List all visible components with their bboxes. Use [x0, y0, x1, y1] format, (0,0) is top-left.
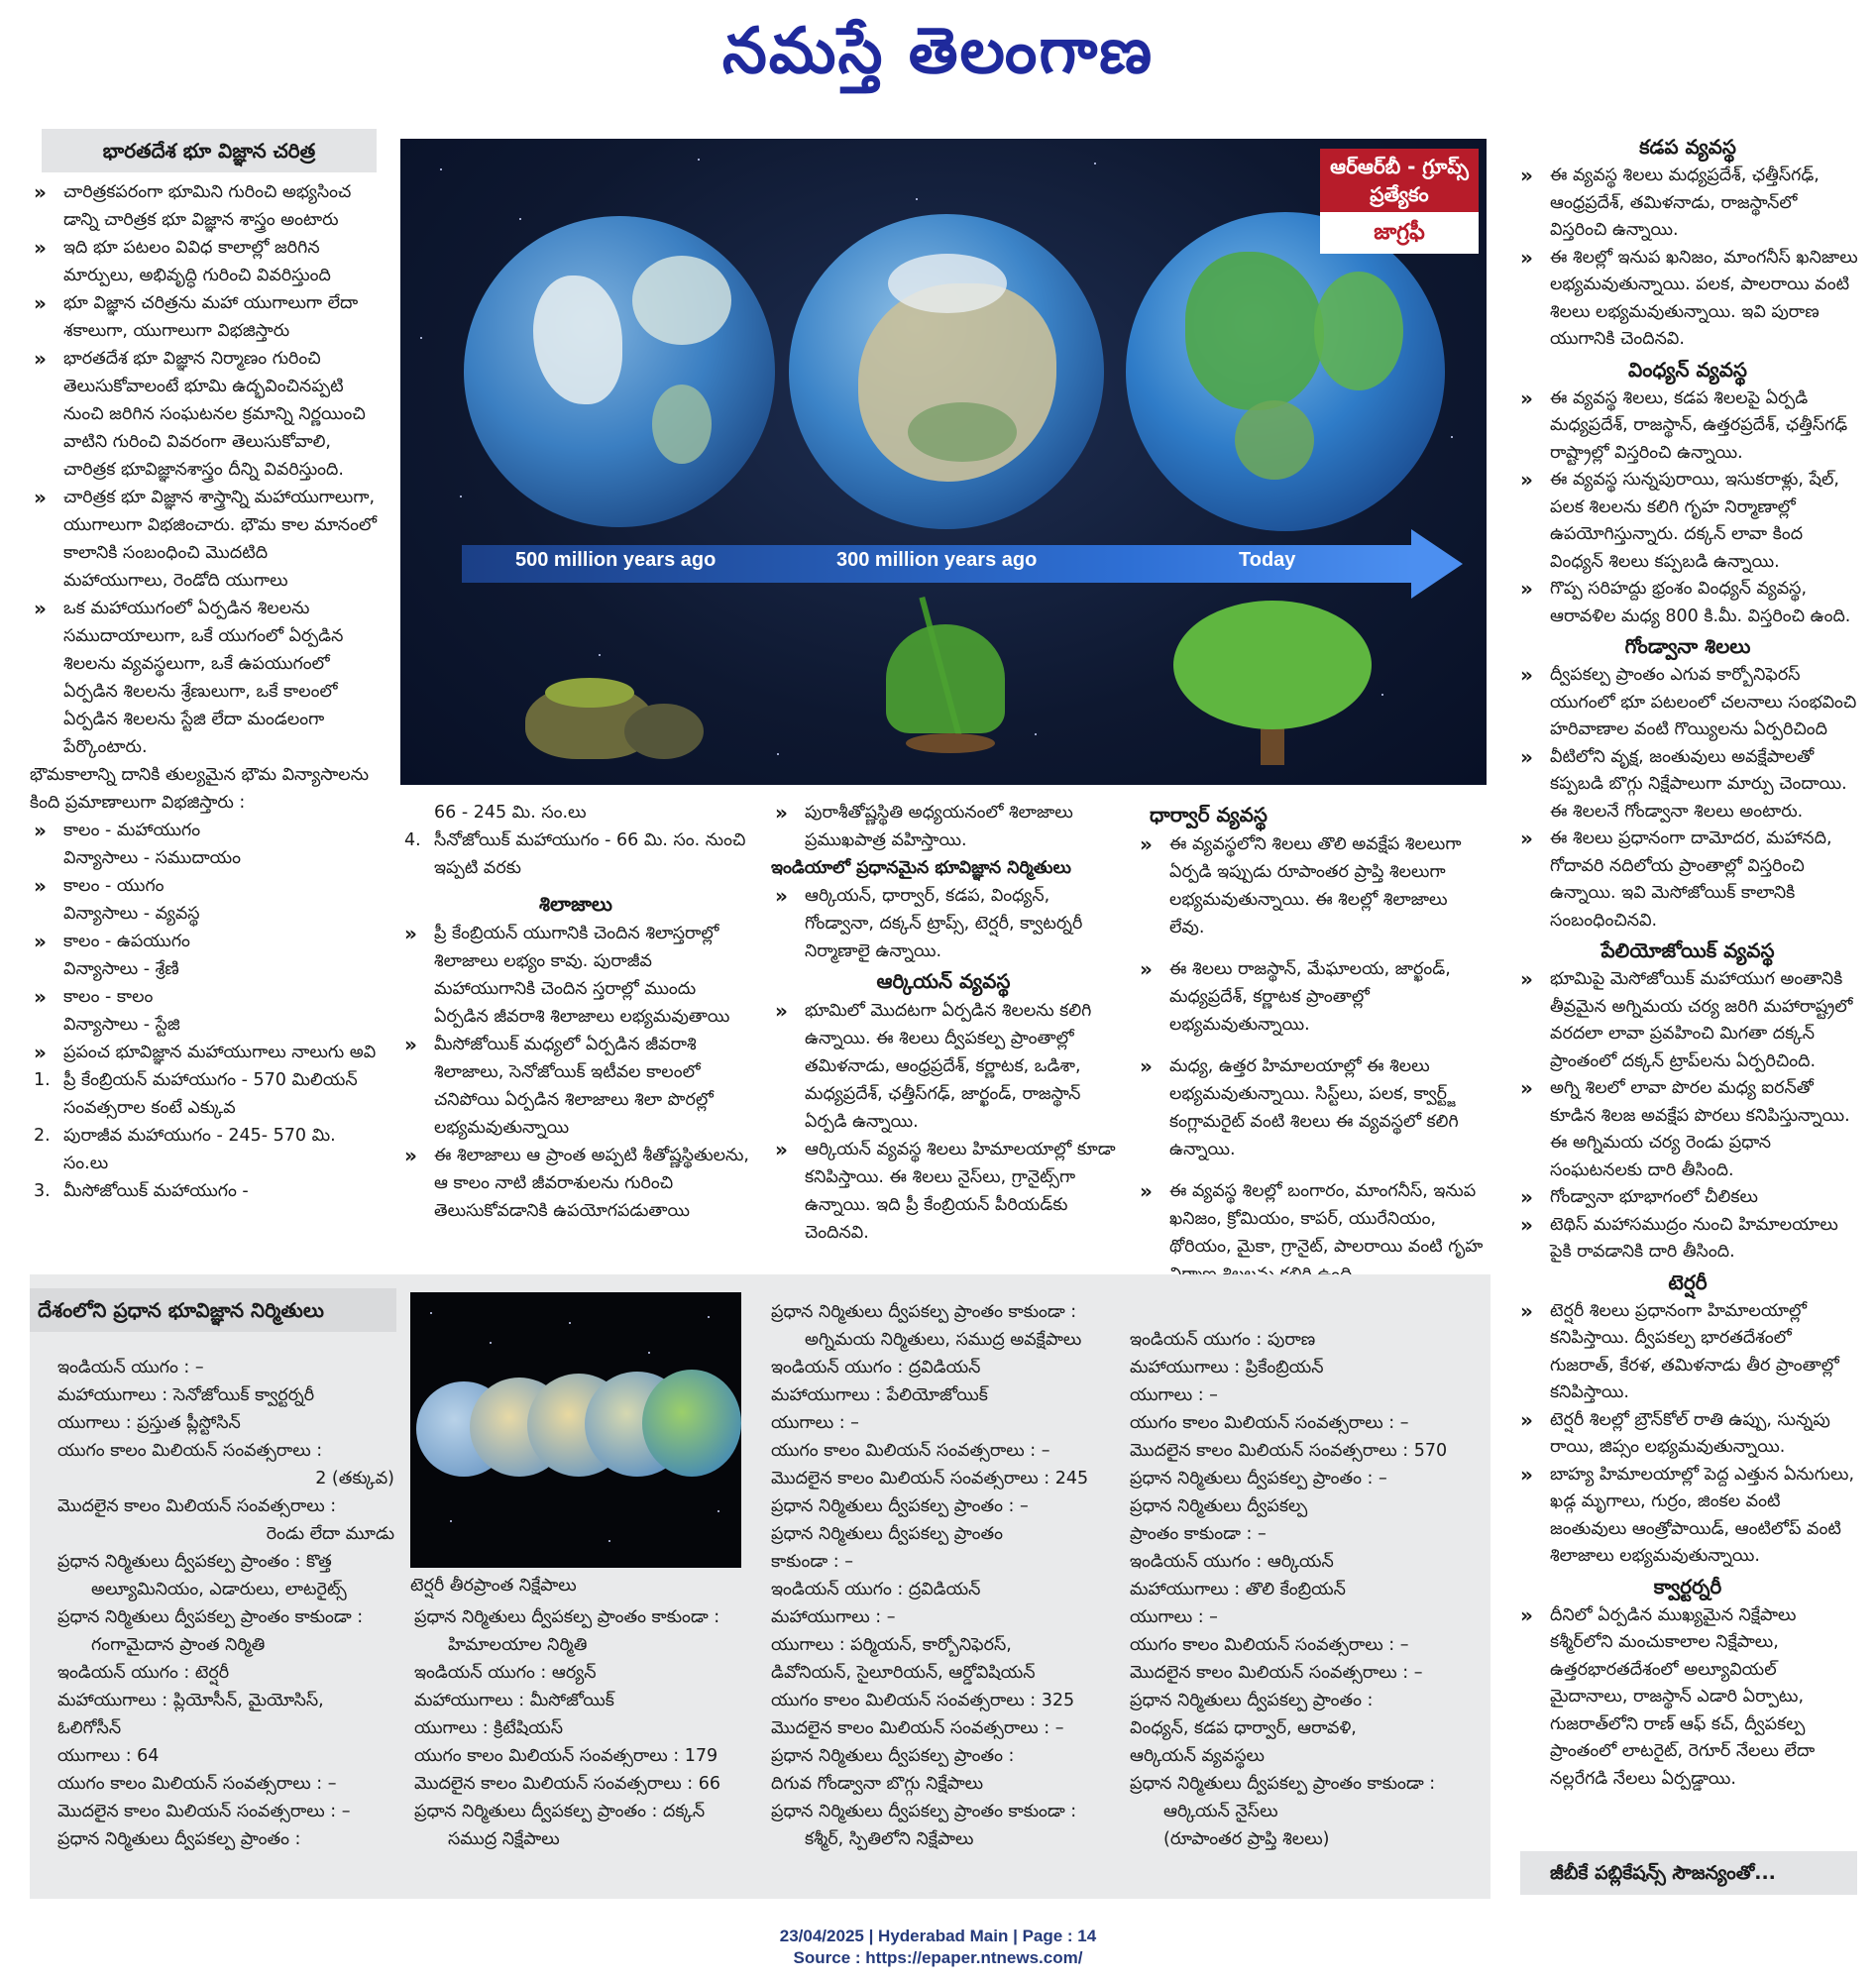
- section-title-tertiary: టెర్షరీ: [1668, 1269, 1708, 1294]
- formation-line: యుగం కాలం మిలియన్ సంవత్సరాలు : –: [1130, 1635, 1409, 1655]
- badge-rrb-groups: [1320, 149, 1479, 254]
- section-title-vindhyan: వింధ్యన్ వ్యవస్థ: [1628, 357, 1747, 382]
- footer-source-link[interactable]: Source : https://epaper.ntnews.com/: [793, 1948, 1083, 1967]
- bullet-item: » ఇది భూ పటలం వివిధ కాలాల్లో జరిగిన మార్పులు, అభివృద్ధి గురించి వివరిస్తుంది: [30, 234, 377, 289]
- formation-line: యుగాలు : పర్మియన్, కార్బోనిఫెరస్,: [771, 1635, 1012, 1655]
- planets-image: [410, 1292, 741, 1568]
- bullet-item: » టెర్షరీ శిలల్లో బ్రౌన్‌కోల్ రాతి ఉప్పు, సున్నపు రాయి, జిప్సం లభ్యమవుతున్నాయి.: [1516, 1407, 1859, 1462]
- section-title-archean: ఆర్కియన్ వ్యవస్థ: [876, 969, 1011, 993]
- bullet-item: » ఈ వ్యవస్థ సున్నపురాయి, ఇసుకరాళ్లు, షేల్, పలక శిలలను కలిగి గృహ నిర్మాణాల్లో ఉపయోగిస్తున్నారు. దక్కన్ లావా కింద వింధ్యన్ శిలలు కప్పబడి ఉన్నాయి.: [1516, 467, 1859, 576]
- column-history: [30, 129, 377, 1205]
- formation-line: ప్రధాన నిర్మితులు ద్వీపకల్ప ప్రాంతం : దక్కన్: [414, 1802, 706, 1821]
- section-title-gondwana: గోండ్వానా శిలలు: [1624, 634, 1751, 658]
- bullet-item: » చారిత్రకపరంగా భూమిని గురించి అభ్యసించ డాన్ని చారిత్రక భూ విజ్ఞాన శాస్త్రం అంటారు: [30, 178, 377, 234]
- formation-line: అల్యూమినియం, ఎడారులు, లాటరైట్స్: [91, 1580, 347, 1599]
- badge-geography: జాగ్రఫీ: [1320, 212, 1479, 254]
- formation-line: ప్రధాన నిర్మితులు ద్వీపకల్ప ప్రాంతం : –: [771, 1496, 1029, 1516]
- pair-b: విన్యాసాలు - సముదాయం: [63, 848, 242, 868]
- formation-line: మహాయుగాలు : పేలియోజోయిక్: [771, 1385, 988, 1405]
- formation-line: ప్రధాన నిర్మితులు ద్వీపకల్ప ప్రాంతం కాకుండా :: [1130, 1774, 1436, 1794]
- section-title-india-formations: ఇండియాలో ప్రధానమైన భూవిజ్ఞాన నిర్మితులు: [771, 858, 1071, 878]
- section-title-paleozoic: పేలియోజోయిక్ వ్యవస్థ: [1600, 938, 1775, 962]
- formation-line: మహాయుగాలు : –: [771, 1607, 896, 1627]
- formation-line: ఇండియన్ యుగం : ఆర్కియన్: [1130, 1552, 1334, 1572]
- tree-illustration: [1173, 601, 1372, 769]
- label-500mya: 500 million years ago: [515, 549, 717, 571]
- formation-line: ప్రధాన నిర్మితులు ద్వీపకల్ప ప్రాంతం కాకుండా :: [771, 1802, 1077, 1821]
- formation-line: దిగువ గోండ్వానా బొగ్గు నిక్షేపాలు: [771, 1774, 984, 1794]
- bullet-item: » ఈ శిలలు ప్రధానంగా దామోదర, మహానది, గోదావరి నదిలోయ ప్రాంతాల్లో విస్తరించి ఉన్నాయి. ఇవి మెసోజోయిక్ కాలానికి సంబంధించినవి.: [1516, 826, 1859, 935]
- section-title-dharwar: ధార్వార్ వ్యవస్థ: [1150, 803, 1268, 827]
- hero-image-earth-evolution: [400, 139, 1487, 785]
- courtesy-credit: జీబీకే పబ్లికేషన్స్ సౌజన్యంతో...: [1520, 1851, 1857, 1895]
- formation-line: ఇండియన్ యుగం : ద్రవిడియన్: [771, 1580, 981, 1599]
- formation-line: యుగాలు : ప్రస్తుత ప్లీస్టోసిన్: [57, 1413, 241, 1433]
- masthead-logo: నమస్తే తెలంగాణ: [721, 14, 1155, 88]
- era-item: 1. ప్రీ కేంబ్రియన్ మహాయుగం - 570 మిలియన్ సంవత్సరాల కంటే ఎక్కువ: [34, 1070, 358, 1118]
- formation-line: మహాయుగాలు : తొలి కేంబ్రియన్: [1130, 1580, 1346, 1599]
- fern-illustration: [856, 595, 1035, 763]
- bullet-item: » పురాశీతోష్ణస్థితి అధ్యయనంలో శిలాజాలు ప్రముఖపాత్ర వహిస్తాయి.: [771, 799, 1116, 854]
- formation-line: మొదలైన కాలం మిలియన్ సంవత్సరాలు : 570: [1130, 1441, 1448, 1461]
- bullet-item: » భూమిపై మెసోజోయిక్ మహాయుగ అంతానికి తీవ్రమైన అగ్నిమయ చర్య జరిగి మహారాష్ట్రలో వరదలా లావా ప్రవహించి మిగతా దక్కన్ ప్రాంతంలో దక్కన్ ట్రాప్‌లను ఏర్పరిచింది.: [1516, 966, 1859, 1075]
- formation-line: మొదలైన కాలం మిలియన్ సంవత్సరాలు : –: [57, 1802, 351, 1821]
- formation-line: యుగాలు : క్రిటేషియస్: [414, 1718, 564, 1738]
- bullet-item: » ఆర్కియన్ వ్యవస్థ శిలలు హిమాలయాల్లో కూడా కనిపిస్తాయి. ఈ శిలలు నైస్‌లు, గ్రానైట్స్‌గా ఉన్నాయి. ఇది ప్రీ కేంబ్రియన్ పీరియడ్‌కు చెందినవి.: [771, 1136, 1116, 1247]
- formation-line: డివోనియన్, సైలూరియన్, ఆర్డోవిషియన్: [771, 1663, 1036, 1683]
- formation-line: కశ్మీర్, స్పితిలోని నిక్షేపాలు: [805, 1829, 974, 1849]
- formation-line: (రూపాంతర ప్రాప్తి శిలలు): [1163, 1829, 1330, 1849]
- formation-line: ఆర్కియన్ వ్యవస్థలు: [1130, 1746, 1265, 1766]
- formation-line: మహాయుగాలు : ప్లియోసీన్, మైయోసిస్,: [57, 1691, 324, 1710]
- bullet-item: » ఈ శిలల్లో ఇనుప ఖనిజం, మాంగనీస్ ఖనిజాలు లభ్యమవుతున్నాయి. పలక, పాలరాయి వంటి శిలలు లభ్యమవుతున్నాయి. ఇవి పురాణ యుగానికి చెందినవి.: [1516, 245, 1859, 354]
- world-eras-text: » ప్రపంచ భూవిజ్ఞాన మహాయుగాలు నాలుగు అవి: [30, 1039, 377, 1066]
- formation-line: ప్రధాన నిర్మితులు ద్వీపకల్ప ప్రాంతం కాకుండా :: [414, 1607, 720, 1627]
- pair-a: » కాలం - ఉపయుగం: [30, 928, 377, 955]
- formation-line: ఇండియన్ యుగం : ద్రవిడియన్: [771, 1358, 981, 1378]
- bullet-item: » ఈ శిలాజాలు ఆ ప్రాంత అప్పటి శీతోష్ణస్థితులను, ఆ కాలం నాటి జీవరాశులను గురించి తెలుసుకోవడానికి ఉపయోగపడుతాయి: [400, 1142, 751, 1225]
- bullet-item: » మధ్య, ఉత్తర హిమాలయాల్లో ఈ శిలలు లభ్యమవుతున్నాయి. సిస్ట్‌లు, పలక, క్వార్ట్జ్ కంగ్లామరైట్ వంటి శిలలు ఈ వ్యవస్థలో కలిగి ఉన్నాయి.: [1136, 1052, 1487, 1163]
- formation-line: ప్రధాన నిర్మితులు ద్వీపకల్ప ప్రాంతం :: [1130, 1691, 1374, 1710]
- formation-line: రెండు లేదా మూడు: [266, 1524, 394, 1544]
- formation-line: ప్రధాన నిర్మితులు ద్వీపకల్ప ప్రాంతం : కొత్త: [57, 1552, 332, 1572]
- formation-line: అగ్నిమయ నిర్మితులు, సముద్ర అవక్షేపాలు: [805, 1330, 1082, 1350]
- formation-line: ప్రధాన నిర్మితులు ద్వీపకల్ప ప్రాంతం :: [771, 1746, 1015, 1766]
- bullet-item: » గోండ్వానా భూభాగంలో చీలికలు: [1516, 1184, 1859, 1212]
- bullet-item: » భూ విజ్ఞాన చరిత్రను మహా యుగాలుగా లేదా శకాలుగా, యుగాలుగా విభజిస్తారు: [30, 289, 377, 345]
- bullet-item: » టెథిస్ మహాసముద్రం నుంచి హిమాలయాలు పైకి రావడానికి దారి తీసింది.: [1516, 1212, 1859, 1267]
- section-title-quaternary: క్వార్టర్నరీ: [1653, 1574, 1722, 1598]
- era-continuation: 66 - 245 మి. సం.లు: [434, 803, 587, 823]
- globe-300mya: [789, 214, 1104, 529]
- formation-line: ఇండియన్ యుగం : టెర్షరీ: [57, 1663, 230, 1683]
- formation-line: సముద్ర నిక్షేపాలు: [448, 1829, 560, 1849]
- pair-a: » కాలం - యుగం: [30, 872, 377, 900]
- formation-line: ప్రధాన నిర్మితులు ద్వీపకల్ప ప్రాంతం : –: [1130, 1469, 1387, 1488]
- formation-line: 2 (తక్కువ): [315, 1469, 394, 1488]
- formation-line: యుగం కాలం మిలియన్ సంవత్సరాలు : 179: [414, 1746, 718, 1766]
- moss-rock-illustration: [525, 664, 723, 763]
- column-systems: [1516, 131, 1859, 1793]
- formation-line: మొదలైన కాలం మిలియన్ సంవత్సరాలు : 66: [414, 1774, 720, 1794]
- section-title-country-formations: దేశంలోని ప్రధాన భూవిజ్ఞాన నిర్మితులు: [30, 1288, 396, 1332]
- formation-line: కాకుండా : –: [771, 1552, 853, 1572]
- formation-line: యుగాలు : –: [1130, 1385, 1218, 1405]
- intro-text: భౌమకాలాన్ని దానికి తుల్యమైన భౌమ విన్యాసాలను కింది ప్రమాణాలుగా విభజిస్తారు :: [30, 765, 370, 813]
- globe-today: [1126, 212, 1445, 531]
- pair-b: విన్యాసాలు - శ్రేణి: [63, 959, 179, 979]
- bullet-list-history: [30, 178, 377, 761]
- formations-col-c: [771, 1298, 1118, 1853]
- bullet-item: » ఈ శిలలు రాజస్థాన్, మేఘాలయ, జార్ఖండ్, మధ్యప్రదేశ్, కర్ణాటక ప్రాంతాల్లో లభ్యమవుతున్నాయి.: [1136, 955, 1487, 1039]
- era-item: 4. సీనోజోయిక్ మహాయుగం - 66 మి. సం. నుంచి ఇప్పటి వరకు: [404, 830, 746, 878]
- section-title-kadapa: కడప వ్యవస్థ: [1639, 135, 1736, 159]
- formation-line: వింధ్యన్, కడప ధార్వార్, ఆరావళి,: [1130, 1718, 1357, 1738]
- formation-line: యుగాలు : 64: [57, 1746, 160, 1766]
- pair-a: » కాలం - మహాయుగం: [30, 817, 377, 844]
- label-today: Today: [1239, 549, 1296, 571]
- globe-500mya: [464, 216, 775, 527]
- era-item: 2. పురాజీవ మహాయుగం - 245- 570 మి. సం.లు: [34, 1126, 336, 1173]
- formation-line: ప్రధాన నిర్మితులు ద్వీపకల్ప ప్రాంతం కాకుండా :: [771, 1302, 1077, 1322]
- column-fossils: [400, 799, 751, 1225]
- formation-line: గంగామైదాన ప్రాంత నిర్మితి: [91, 1635, 266, 1655]
- formation-line: యుగం కాలం మిలియన్ సంవత్సరాలు : 325: [771, 1691, 1075, 1710]
- formation-line: ప్రధాన నిర్మితులు ద్వీపకల్ప ప్రాంతం :: [57, 1829, 301, 1849]
- formation-line: ప్రాంతం కాకుండా : –: [1130, 1524, 1267, 1544]
- bullet-item: » ఈ వ్యవస్థ శిలల్లో బంగారం, మాంగనీస్, ఇనుప ఖనిజం, క్రోమియం, కాపర్, యురేనియం, థోరియం, మైకా, గ్రానైట్, పాలరాయి వంటి గృహ: [1136, 1177, 1487, 1288]
- bullet-item: » భూమిలో మొదటగా ఏర్పడిన శిలలను కలిగి ఉన్నాయి. ఈ శిలలు ద్వీపకల్ప ప్రాంతాల్లో తమిళనాడు, ఆంధ్రప్రదేశ్, కర్ణాటక, ఒడిశా, మధ్యప్రదేశ్, ఛత్తీస్‌గఢ్, జార్ఖండ్, రాజస్థాన్ ఏర్పడి ఉన్నాయి.: [771, 997, 1116, 1136]
- formation-line: మహాయుగాలు : సెనోజోయిక్ క్వార్టర్నరీ: [57, 1385, 315, 1405]
- formations-col-d: [1130, 1326, 1487, 1853]
- bullet-item: » ఒక మహాయుగంలో ఏర్పడిన శిలలను సముదాయాలుగా, ఒకే యుగంలో ఏర్పడిన శిలలను వ్యవస్థలుగా, ఒకే ఉపయుగంలో ఏర్పడిన శిలలను శ్రేణులుగా, ఒకే కాలంలో ఏర్పడిన శిలలను స్టేజి లేదా మండలంగా పేర్కొంటారు.: [30, 595, 377, 761]
- formation-line: యుగం కాలం మిలియన్ సంవత్సరాలు :: [57, 1441, 323, 1461]
- formation-line: ఆర్కియన్ నైస్‌లు: [1163, 1802, 1278, 1821]
- formation-line: మొదలైన కాలం మిలియన్ సంవత్సరాలు : –: [771, 1718, 1064, 1738]
- bullet-item: » ఆర్కియన్, ధార్వార్, కడప, వింధ్యన్, గోండ్వానా, దక్కన్ ట్రాప్స్, టెర్షరీ, క్వాటర్నరీ నిర్మాణాలై ఉన్నాయి.: [771, 882, 1116, 965]
- formation-line: యుగాలు : –: [771, 1413, 859, 1433]
- formation-line: మహాయుగాలు : మీసోజోయిక్: [414, 1691, 614, 1710]
- formations-col-a: [57, 1354, 394, 1853]
- column-archean: [771, 799, 1116, 1247]
- bullet-item: » బాహ్య హిమాలయాల్లో పెద్ద ఎత్తున ఏనుగులు, ఖడ్గ మృగాలు, గుర్రం, జింకల వంటి జంతువులు ఆంత్రోపాయిడ్, ఆంటిలోప్ వంటి శిలాజాలు లభ్యమవుతున్నాయి.: [1516, 1462, 1859, 1571]
- bullet-item: » అగ్ని శిలలో లావా పొరల మధ్య ఐరన్‌తో కూడిన శిలజ అవక్షేప పొరలు కనిపిస్తున్నాయి. ఈ అగ్నిమయ చర్య రెండు ప్రధాన సంఘటనలకు దారి తీసింది.: [1516, 1075, 1859, 1184]
- formation-line: యుగం కాలం మిలియన్ సంవత్సరాలు : –: [771, 1441, 1050, 1461]
- formation-line: ప్రధాన నిర్మితులు ద్వీపకల్ప ప్రాంతం: [771, 1524, 1003, 1544]
- planets-image-caption: టెర్షరీ తీరప్రాంత నిక్షేపాలు: [410, 1576, 577, 1596]
- bullet-item: » దీనిలో ఏర్పడిన ముఖ్యమైన నిక్షేపాలు కశ్మీర్‌లోని మంచుకాలాల నిక్షేపాలు, ఉత్తరభారతదేశంలో అల్యూవియల్ మైదానాలు, రాజస్థాన్ ఎడారి ఏర్పాటు, గుజరాత్‌లోని రాణ్ ఆఫ్ కచ్, ద్వీపకల్ప ప్రాంతంలో లాటరైట్, రెగూర్ నేలలు లేదా నల్లరేగడి నేలలు ఏర్పడ్డాయి.: [1516, 1602, 1859, 1794]
- bullet-item: » ఈ వ్యవస్థ శిలలు మధ్యప్రదేశ్, ఛత్తీస్‌గఢ్, ఆంధ్రప్రదేశ్, తమిళనాడు, రాజస్థాన్‌లో విస్తరించి ఉన్నాయి.: [1516, 163, 1859, 245]
- formation-line: యుగం కాలం మిలియన్ సంవత్సరాలు : –: [57, 1774, 337, 1794]
- bullet-item: » మీసోజోయిక్ మధ్యలో ఏర్పడిన జీవరాశి శిలాజాలు, సెనోజోయిక్ ఇటీవల కాలంలో చనిపోయి ఏర్పడిన శిలాజాలు శిలా పొరల్లో లభ్యమవుతున్నాయి: [400, 1031, 751, 1142]
- formation-line: మొదలైన కాలం మిలియన్ సంవత్సరాలు :: [57, 1496, 337, 1516]
- formation-line: మొదలైన కాలం మిలియన్ సంవత్సరాలు : –: [1130, 1663, 1423, 1683]
- formation-line: హిమాలయాల నిర్మితి: [448, 1635, 588, 1655]
- formation-line: ప్రధాన నిర్మితులు ద్వీపకల్ప ప్రాంతం కాకుండా :: [57, 1607, 364, 1627]
- section-title-fossils: శిలాజాలు: [539, 892, 612, 916]
- pair-b: విన్యాసాలు - స్టేజి: [63, 1015, 180, 1035]
- formation-line: ఇండియన్ యుగం : పురాణ: [1130, 1330, 1316, 1350]
- footer-date-page: 23/04/2025 | Hyderabad Main | Page : 14: [779, 1927, 1097, 1945]
- bullet-item: » భారతదేశ భూ విజ్ఞాన నిర్మాణం గురించి తెలుసుకోవాలంటే భూమి ఉద్భవించినప్పటి నుంచి జరిగిన సంఘటనల క్రమాన్ని నిర్ణయించి వాటిని గురించి వివరంగా తెలుసుకోవాలి, చారిత్రక భూవిజ్ఞానశాస్త్రం దీన్ని వివరిస్తుంది.: [30, 345, 377, 484]
- bullet-item: » వీటిలోని వృక్ష, జంతువులు అవక్షేపాలతో కప్పబడి బొగ్గు నిక్షేపాలుగా మార్పు చెందాయి. ఈ శిలలనే గోండ్వానా శిలలు అంటారు.: [1516, 744, 1859, 827]
- era-item: 3. మీసోజోయిక్ మహాయుగం -: [34, 1181, 249, 1201]
- formation-line: మహాయుగాలు : ప్రికేంబ్రియన్: [1130, 1358, 1324, 1378]
- pair-b: విన్యాసాలు - వ్యవస్థ: [63, 904, 200, 924]
- label-300mya: 300 million years ago: [836, 549, 1038, 571]
- formation-line: ఓలిగోసీన్: [57, 1718, 122, 1738]
- formation-line: యుగం కాలం మిలియన్ సంవత్సరాలు : –: [1130, 1413, 1409, 1433]
- bullet-item: » గొప్ప సరిహద్దు భ్రంశం వింధ్యన్ వ్యవస్థ, ఆరావళిల మధ్య 800 కి.మీ. విస్తరించి ఉంది.: [1516, 576, 1859, 630]
- timeline-arrow-head: [1411, 529, 1463, 599]
- badge-top: ఆర్ఆర్‌బీ - గ్రూప్స్ ప్రత్యేకం: [1320, 149, 1479, 212]
- bullet-item: » చారిత్రక భూ విజ్ఞాన శాస్త్రాన్ని మహాయుగాలుగా, యుగాలుగా విభజించారు. భౌమ కాల మానంలో కాలానికి సంబంధించి మొదటిది మహాయుగాలు, రెండోది యుగాలు: [30, 484, 377, 595]
- section-title-history: భారతదేశ భూ విజ్ఞాన చరిత్ర: [42, 129, 377, 172]
- pair-a: » కాలం - కాలం: [30, 983, 377, 1011]
- formation-line: మొదలైన కాలం మిలియన్ సంవత్సరాలు : 245: [771, 1469, 1089, 1488]
- formation-line: ఇండియన్ యుగం : –: [57, 1358, 204, 1378]
- formation-line: యుగాలు : –: [1130, 1607, 1218, 1627]
- bullet-item: » ఈ వ్యవస్థలోని శిలలు తొలి అవక్షేప శిలలుగా ఏర్పడి ఇప్పుడు రూపాంతర ప్రాప్తి శిలలుగా లభ్యమవుతున్నాయి. ఈ శిలల్లో శిలాజాలు లేవు.: [1136, 830, 1487, 941]
- bullet-item: » ప్రీ కేంబ్రియన్ యుగానికి చెందిన శిలాస్తరాల్లో శిలాజాలు లభ్యం కావు. పురాజీవ మహాయుగానికి చెందిన స్తరాల్లో ముందు ఏర్పడిన జీవరాశి శిలాజాలు లభ్యమవుతాయి: [400, 920, 751, 1031]
- formation-line: ఇండియన్ యుగం : ఆర్యన్: [414, 1663, 597, 1683]
- bullet-item: » ద్వీపకల్ప ప్రాంతం ఎగువ కార్బోనిఫెరస్ యుగంలో భూ పటలంలో చలనాలు సంభవించి హరివాణాల వంటి గొయ్యిలను ఏర్పరిచింది: [1516, 662, 1859, 744]
- formations-col-b: [414, 1603, 751, 1853]
- bullet-item: » ఈ వ్యవస్థ శిలలు, కడప శిలలపై ఏర్పడి మధ్యప్రదేశ్, రాజస్థాన్, ఉత్తరప్రదేశ్, ఛత్తీస్‌గఢ్ రాష్ట్రాల్లో విస్తరించి ఉన్నాయి.: [1516, 386, 1859, 468]
- column-dharwar: [1136, 799, 1487, 1288]
- bullet-item: » టెర్షరీ శిలలు ప్రధానంగా హిమాలయాల్లో కనిపిస్తాయి. ద్వీపకల్ప భారతదేశంలో గుజరాత్, కేరళ, తమిళనాడు తీర ప్రాంతాల్లో కనిపిస్తాయి.: [1516, 1298, 1859, 1407]
- formation-line: ప్రధాన నిర్మితులు ద్వీపకల్ప: [1130, 1496, 1308, 1516]
